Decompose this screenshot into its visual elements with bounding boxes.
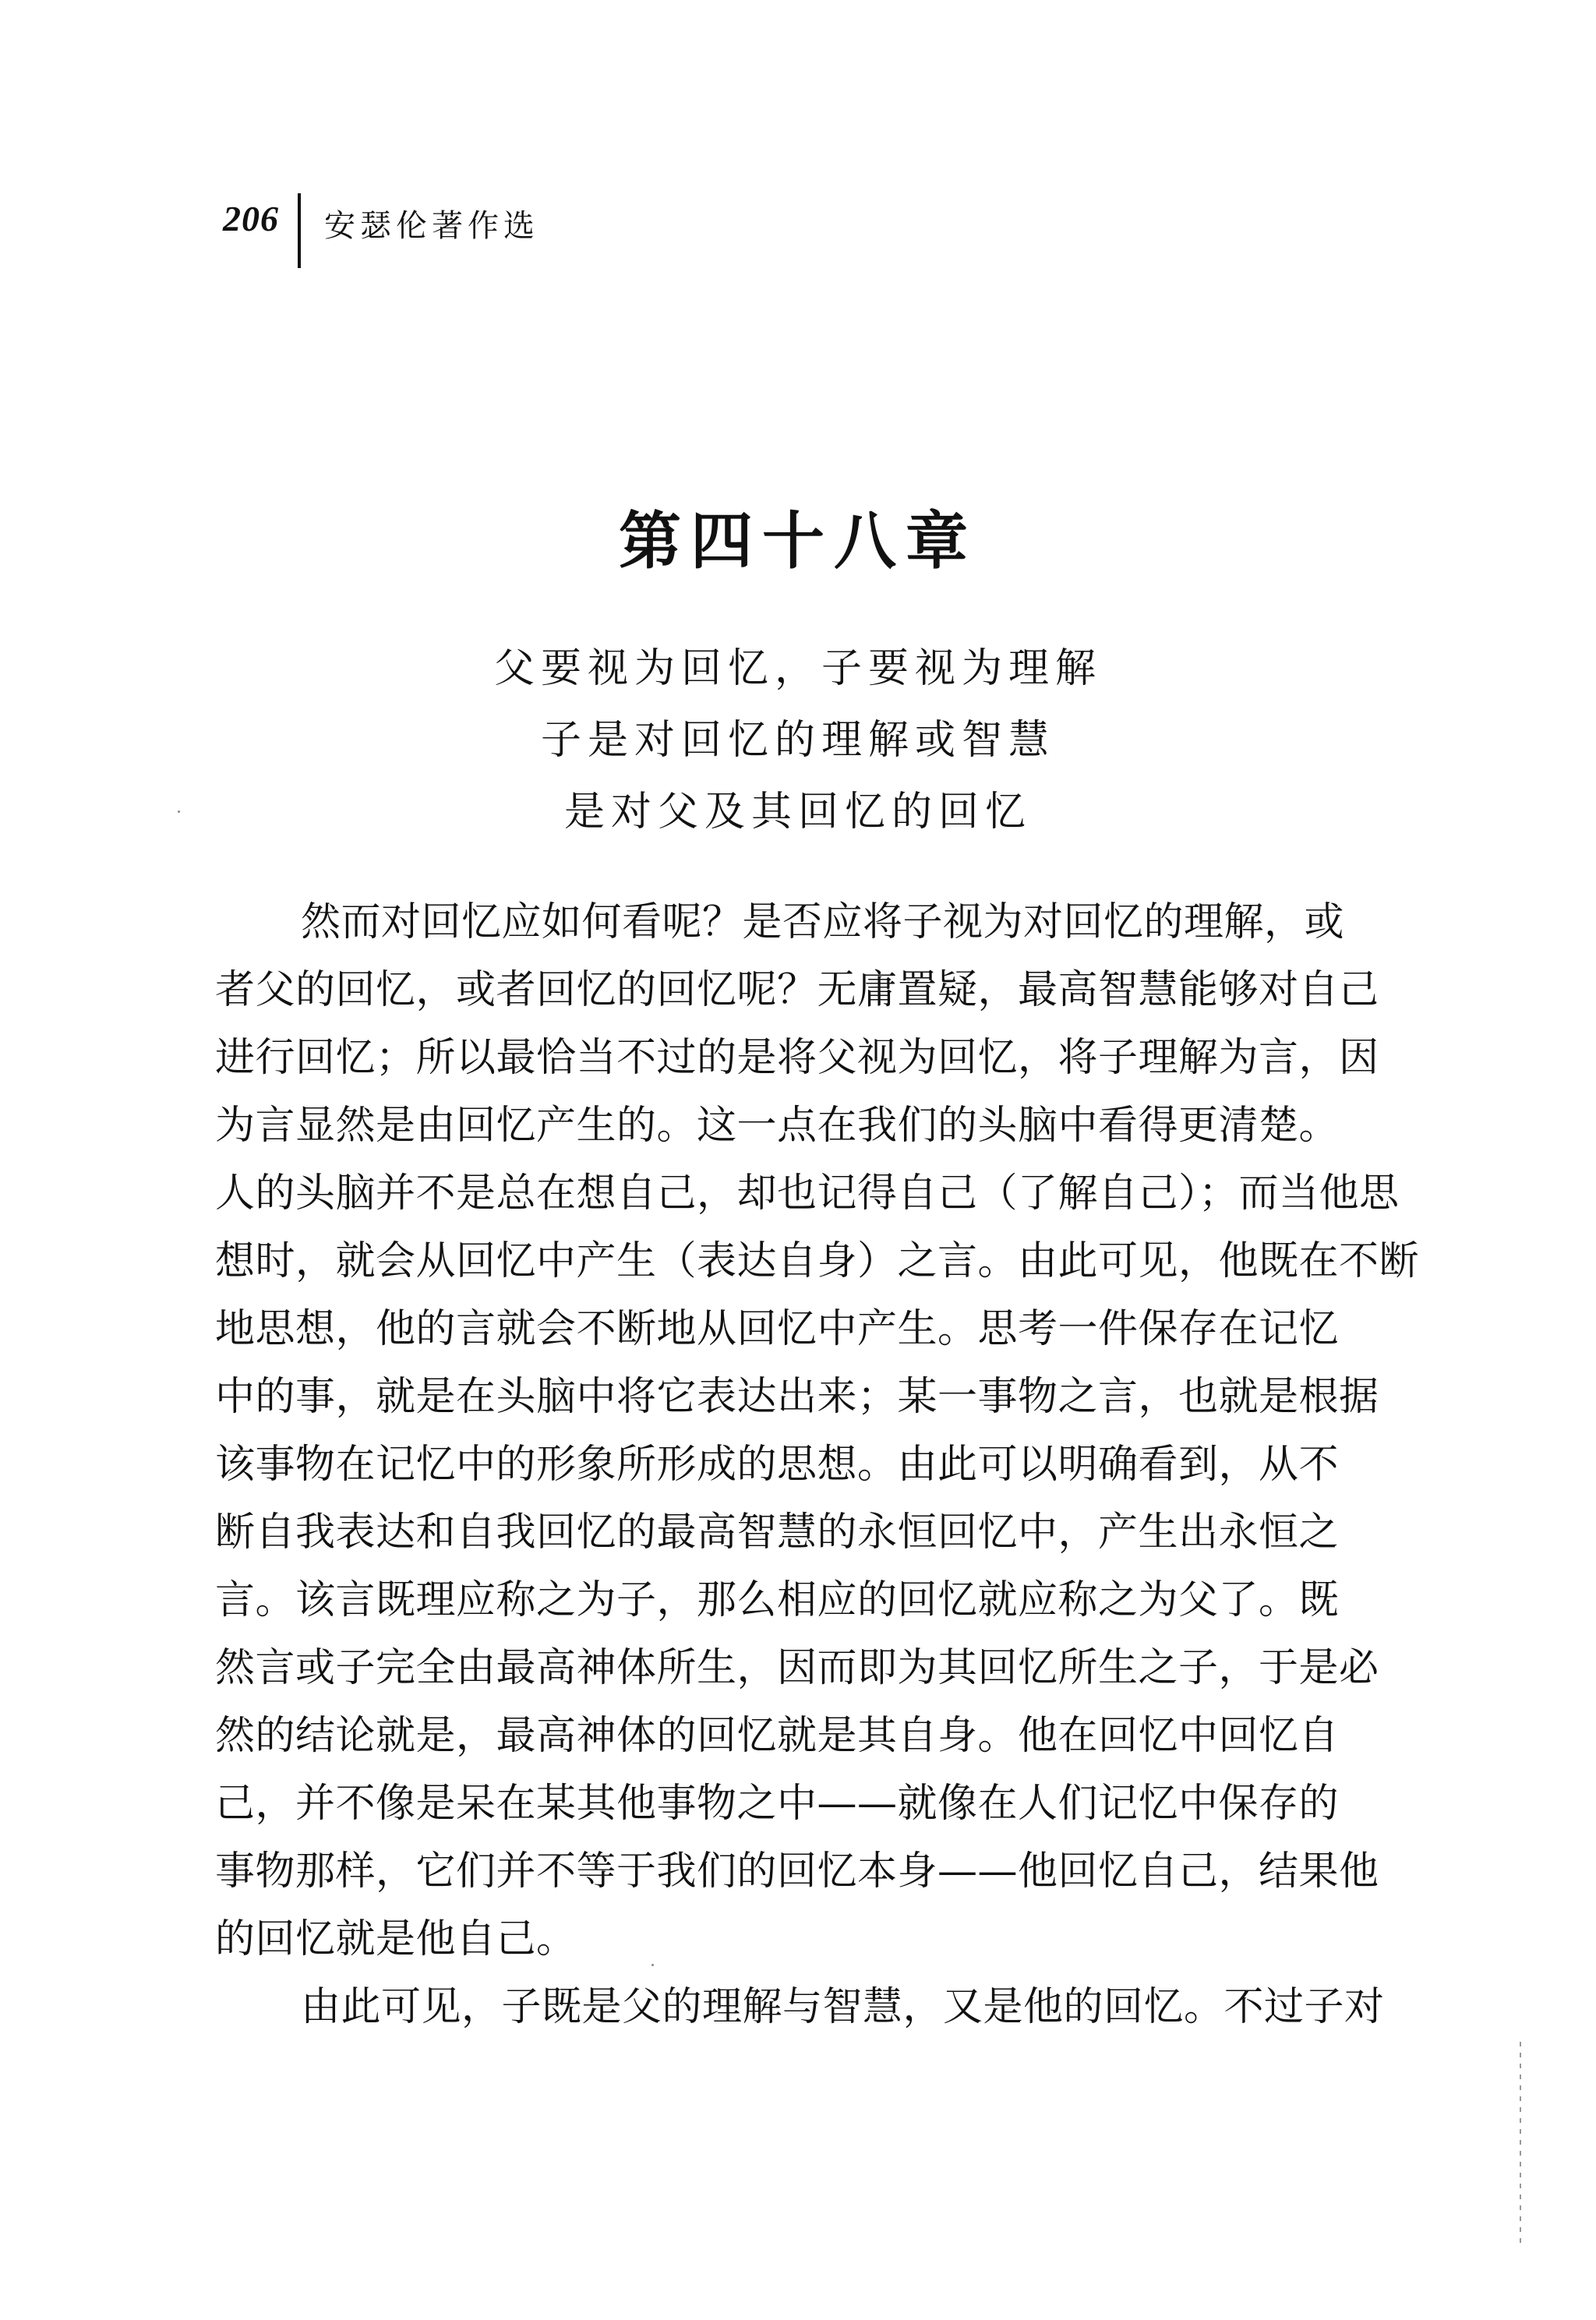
- text-line: 该事物在记忆中的形象所形成的思想。由此可以明确看到，从不: [215, 1442, 1340, 1488]
- text-line: 进行回忆；所以最恰当不过的是将父视为回忆，将子理解为言，因: [215, 1035, 1379, 1081]
- text-line: 然言或子完全由最高神体所生，因而即为其回忆所生之子，于是必: [215, 1645, 1379, 1691]
- paragraph-2: [215, 1973, 1407, 2041]
- header-divider: [298, 193, 301, 268]
- book-title: 安瑟伦著作选: [324, 208, 539, 244]
- scan-speck: [651, 1964, 654, 1966]
- text-line: 事物那样，它们并不等于我们的回忆本身——他回忆自己，结果他: [215, 1849, 1379, 1894]
- body-text: [215, 888, 1420, 2041]
- chapter-title: 第四十八章: [619, 504, 977, 577]
- scan-speck: [178, 810, 180, 813]
- text-line: 中的事，就是在头脑中将它表达出来；某一事物之言，也就是根据: [215, 1374, 1379, 1420]
- text-line: 者父的回忆，或者回忆的回忆呢？无庸置疑，最高智慧能够对自己: [215, 967, 1379, 1013]
- chapter-subheadings: [0, 633, 1596, 848]
- text-line: 己，并不像是呆在某其他事物之中——就像在人们记忆中保存的: [215, 1781, 1340, 1827]
- subheading: 父要视为回忆，子要视为理解: [493, 645, 1102, 692]
- text-line: 然而对回忆应如何看呢？是否应将子视为对回忆的理解，或: [301, 899, 1345, 945]
- text-line: 的回忆就是他自己。: [215, 1916, 577, 1962]
- subheading: 子是对回忆的理解或智慧: [540, 717, 1055, 764]
- text-line: 想时，就会从回忆中产生（表达自身）之言。由此可见，他既在不断: [215, 1238, 1420, 1284]
- subheading: 是对父及其回忆的回忆: [563, 789, 1032, 835]
- text-line: 然的结论就是，最高神体的回忆就是其自身。他在回忆中回忆自: [215, 1713, 1340, 1759]
- scan-edge-mark: [1520, 2042, 1521, 2244]
- text-line: 地思想，他的言就会不断地从回忆中产生。思考一件保存在记忆: [215, 1306, 1340, 1352]
- text-line: 为言显然是由回忆产生的。这一点在我们的头脑中看得更清楚。: [215, 1103, 1340, 1149]
- text-line: 断自我表达和自我回忆的最高智慧的永恒回忆中，产生出永恒之: [215, 1510, 1340, 1555]
- text-line: 人的头脑并不是总在想自己，却也记得自己（了解自己）；而当他思: [215, 1171, 1400, 1216]
- paragraph-1: [215, 888, 1420, 1973]
- text-line: 由此可见，子既是父的理解与智慧，又是他的回忆。不过子对: [301, 1984, 1385, 2030]
- text-line: 言。该言既理应称之为子，那么相应的回忆就应称之为父了。既: [215, 1577, 1340, 1623]
- page-number: 206: [223, 199, 279, 238]
